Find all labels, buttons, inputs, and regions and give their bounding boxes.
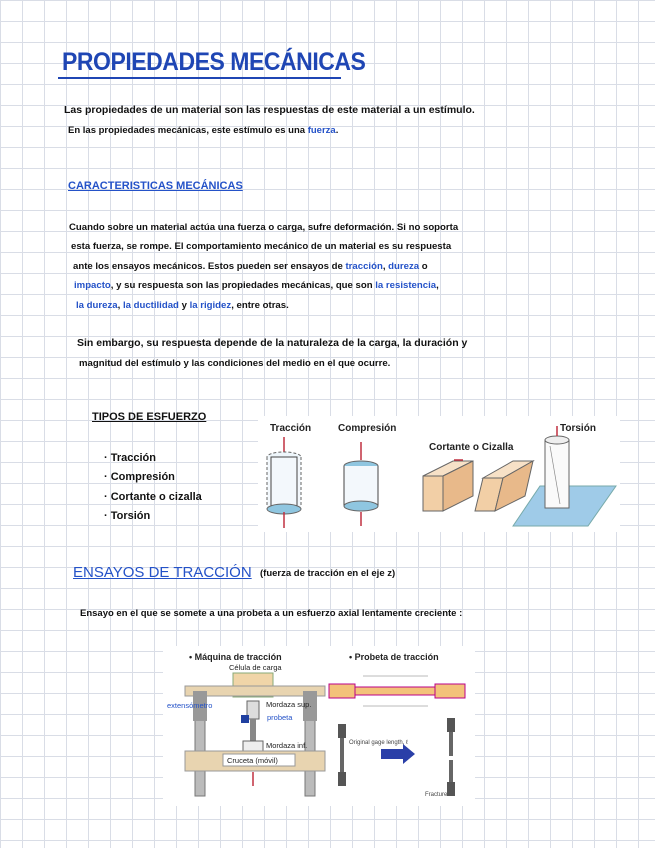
text: , xyxy=(117,300,123,311)
title-underline xyxy=(58,77,341,79)
text: , y su respuesta son las propiedades mecánicas, que son xyxy=(110,280,376,291)
label-traccion: Tracción xyxy=(270,423,312,434)
tipos-heading: TIPOS DE ESFUERZO xyxy=(92,411,207,423)
original-gage-label: Original gage length, ℓ xyxy=(349,740,408,746)
mordaza-sup-label: Mordaza sup. xyxy=(266,700,312,709)
car-line-4 xyxy=(74,276,439,295)
probeta-title: • Probeta de tracción xyxy=(349,652,439,662)
car-p2-line-1: Sin embargo, su respuesta depende de la naturaleza de la carga, la duración y xyxy=(77,337,468,349)
cruceta-label: Cruceta (móvil) xyxy=(227,756,278,765)
ensayos-note: (fuerza de tracción en el eje z) xyxy=(260,568,396,579)
stress-types-figure xyxy=(258,416,620,532)
text: , xyxy=(436,280,439,291)
mordaza-inf-label: Mordaza inf. xyxy=(266,741,308,750)
highlight-traccion: tracción xyxy=(345,261,383,272)
tipo-item: · Cortante o cizalla xyxy=(104,491,202,503)
fracture-label: Fracture xyxy=(425,792,448,798)
highlight-fuerza: fuerza xyxy=(307,125,336,136)
tensile-test-figure xyxy=(163,646,475,806)
car-line-3 xyxy=(73,257,428,276)
tipo-item: · Tracción xyxy=(104,452,156,464)
car-p2-line-2: magnitud del estímulo y las condiciones del medio en el que ocurre. xyxy=(79,358,391,369)
label-compresion: Compresión xyxy=(338,423,397,434)
ensayos-heading: ENSAYOS DE TRACCIÓN xyxy=(73,564,252,581)
highlight-resistencia: la resistencia xyxy=(375,280,437,291)
car-line-1: Cuando sobre un material actúa una fuerza o carga, sufre deformación. Si no soporta xyxy=(69,222,459,233)
label-cortante: Cortante o Cizalla xyxy=(429,442,514,453)
highlight-dureza-2: la dureza xyxy=(76,300,118,311)
intro-end: . xyxy=(335,125,339,136)
caracteristicas-heading: CARACTERISTICAS MECÁNICAS xyxy=(68,180,243,192)
ensayos-desc: Ensayo en el que se somete a una probeta a un esfuerzo axial lentamente creciente : xyxy=(80,608,463,619)
intro-line-2 xyxy=(68,121,338,140)
car-line-2: esta fuerza, se rompe. El comportamiento mecánico de un material es su respuesta xyxy=(71,241,452,252)
text: , entre otras. xyxy=(231,300,289,311)
text: o xyxy=(419,261,428,272)
label-torsion: Torsión xyxy=(560,423,596,434)
tipo-item: · Compresión xyxy=(104,471,175,483)
extensometro-label: extensómetro xyxy=(167,701,213,710)
highlight-rigidez: la rigidez xyxy=(189,300,232,311)
intro-text: En las propiedades mecánicas, este estímulo es una xyxy=(68,125,308,136)
page-title: PROPIEDADES MECÁNICAS xyxy=(62,48,366,76)
celula-label: Célula de carga xyxy=(229,663,282,672)
probeta-label: probeta xyxy=(267,713,293,722)
intro-line-1: Las propiedades de un material son las respuestas de este material a un estímulo. xyxy=(64,104,475,116)
text: ante los ensayos mecánicos. Estos pueden ser ensayos de xyxy=(73,261,346,272)
highlight-dureza: dureza xyxy=(388,261,420,272)
highlight-ductilidad: la ductilidad xyxy=(122,300,179,311)
highlight-impacto: impacto xyxy=(74,280,111,291)
text: y xyxy=(178,300,190,311)
maquina-title: • Máquina de tracción xyxy=(189,652,282,662)
tipo-item: · Torsión xyxy=(104,510,151,522)
car-line-5 xyxy=(76,296,289,315)
text: , xyxy=(382,261,389,272)
